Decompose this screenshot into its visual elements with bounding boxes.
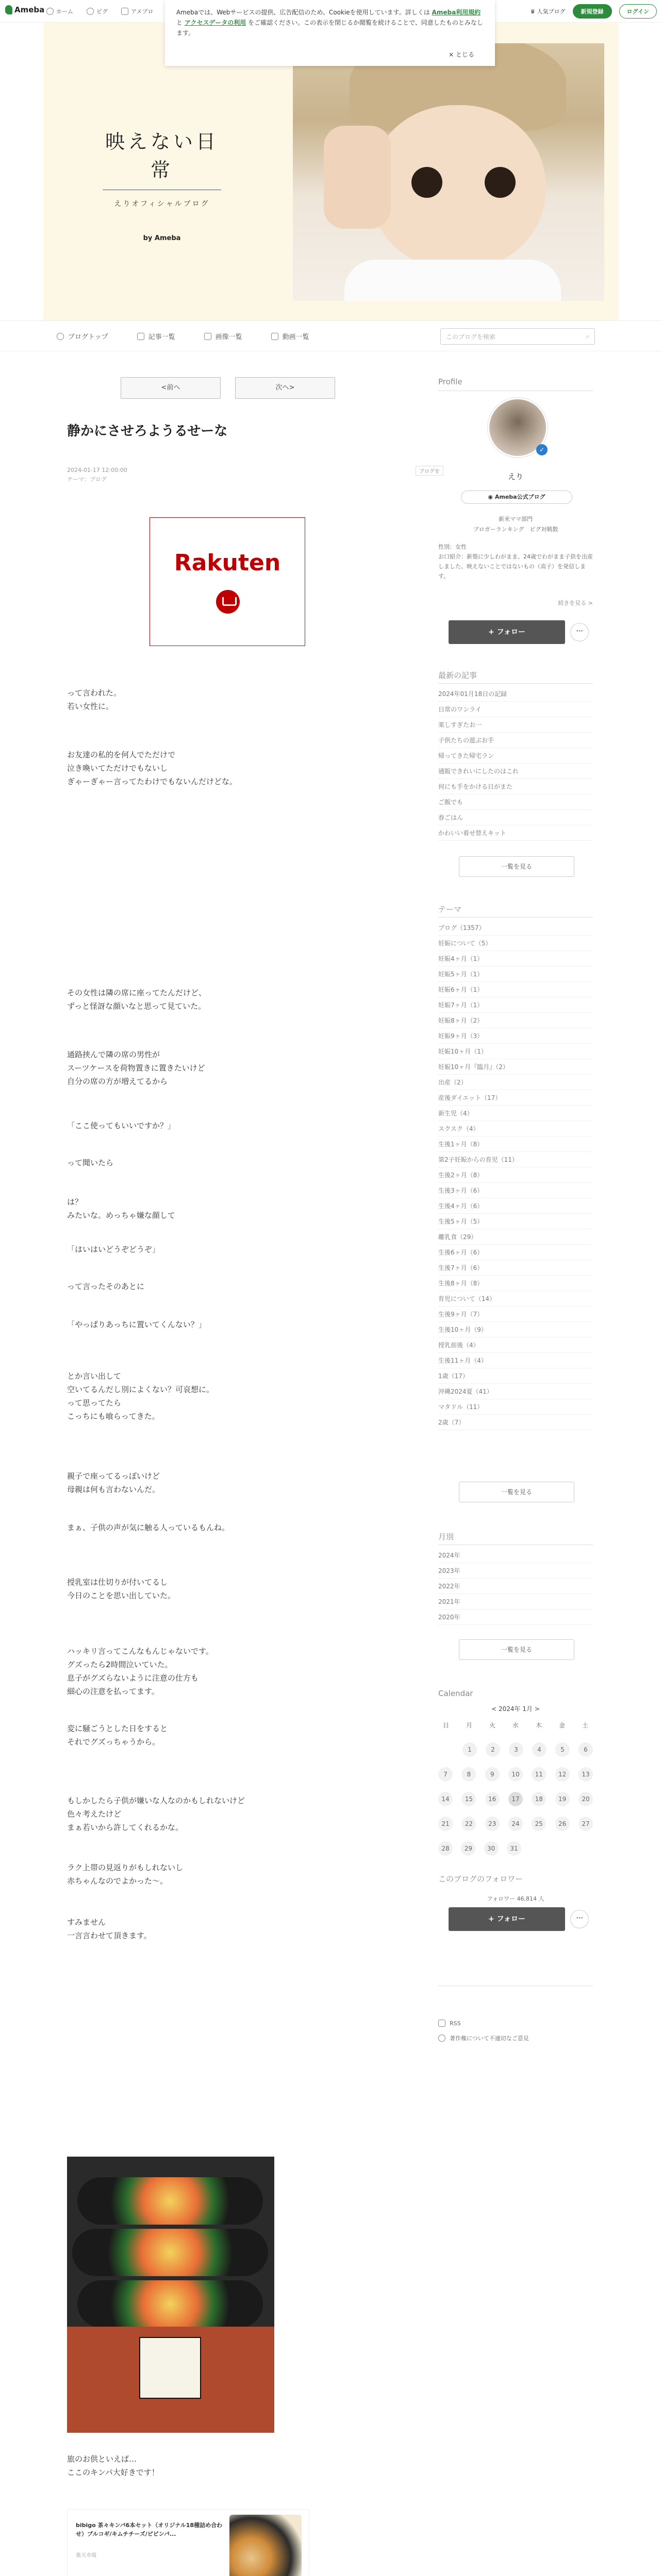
article-paragraph: すみません 一言言わせて頂きます。	[67, 1918, 152, 1940]
article-paragraph: もしかしたら子供が嫌いな人なのかもしれないけど 色々考えたけど まぁ若いから許してくれるかな。	[67, 1796, 245, 1832]
calendar-heading: Calendar	[438, 1689, 473, 1698]
terms-link[interactable]: Ameba利用規約	[432, 9, 481, 16]
blog-search-input[interactable]	[440, 328, 595, 345]
article-paragraph: ハッキリ言ってこんなもんじゃないです。 グズったら2時間泣いていた。 息子がグズらないように注意の仕方も 細心の注意を払ってます。	[67, 1647, 213, 1696]
theme-item[interactable]: 妊娠10ヶ月『臨月』（2）	[438, 1059, 593, 1075]
theme-item[interactable]: 2歳（7）	[438, 1415, 593, 1430]
recent-list-button[interactable]: 一覧を見る	[459, 856, 574, 877]
theme-item[interactable]: 離乳食（29）	[438, 1229, 593, 1245]
theme-item[interactable]: 生後7ヶ月（6）	[438, 1260, 593, 1276]
article-paragraph: ラク上帯の見返りがもしれないし 赤ちゃんなのでよかった～。	[67, 1863, 184, 1886]
profile-name[interactable]: えり	[507, 472, 523, 481]
ameba-logo-text: Ameba	[14, 5, 45, 14]
recent-article-item[interactable]: 日常のワンライ	[438, 702, 593, 717]
recent-article-item[interactable]: 帰ってきた帰宅ラン	[438, 748, 593, 764]
theme-item[interactable]: 育児について（14）	[438, 1291, 593, 1307]
nav-image-list[interactable]	[204, 331, 242, 341]
calendar-day[interactable]: 27	[578, 1817, 593, 1831]
theme-item[interactable]: 生後9ヶ月（7）	[438, 1307, 593, 1322]
recent-article-item[interactable]: 楽しすぎたお一	[438, 717, 593, 733]
more-options-icon[interactable]: ⋯	[570, 623, 589, 641]
calendar-day[interactable]: 13	[578, 1767, 593, 1782]
recent-article-item[interactable]: 春ごはん	[438, 810, 593, 825]
kimbap-photo[interactable]	[67, 2157, 274, 2433]
theme-item[interactable]: ブログ（1357）	[438, 920, 593, 936]
calendar-week-row	[438, 1787, 593, 1811]
calendar-weekday: 木	[535, 1721, 542, 1729]
theme-item[interactable]: 産後ダイエット（17）	[438, 1090, 593, 1106]
camera-icon	[204, 333, 211, 340]
article-paragraph: って聞いたら	[67, 1158, 114, 1167]
product-label	[139, 2337, 201, 2399]
archive-item[interactable]: 2022年	[438, 1579, 593, 1594]
nav-image-list-label: 画像一覧	[215, 333, 242, 341]
next-article-button[interactable]: 次へ>	[235, 377, 335, 399]
theme-item[interactable]: 沖縄2024夏（41）	[438, 1384, 593, 1399]
article-paragraph: その女性は隣の席に座ってたんだけど、 ずっと怪訝な顔いなと思って見ていた。	[67, 988, 207, 1011]
profile-rank-line: ブロガーランキング ピグ対戦数	[473, 526, 558, 533]
theme-item[interactable]: 妊娠9ヶ月（3）	[438, 1028, 593, 1044]
theme-item[interactable]: 新生児（4）	[438, 1106, 593, 1121]
profile-bio: 性別：女性 お口紹介：新築に少しわがまま、24歳でわがまま子供を出産しました。映えないことではないもの（高子）を発信します。	[438, 544, 593, 580]
nav-pigg-label: ピグ	[96, 8, 108, 15]
theme-item[interactable]: 生後4ヶ月（6）	[438, 1198, 593, 1214]
calendar-day[interactable]: 29	[461, 1841, 475, 1856]
calendar-day[interactable]: 8	[461, 1767, 476, 1782]
calendar-day[interactable]: 4	[532, 1742, 547, 1757]
ameba-leaf-icon	[5, 5, 12, 14]
calendar-weekday-row	[438, 1713, 593, 1737]
nav-ameblo[interactable]	[121, 7, 153, 15]
theme-item[interactable]: 生後6ヶ月（6）	[438, 1245, 593, 1260]
article-paragraph: って言ったそのあとに	[67, 1282, 145, 1291]
archive-heading: 月別	[438, 1532, 454, 1541]
article-paragraph: 「ここ使ってもいいですか？」	[67, 1121, 176, 1130]
cookie-text-2: をご確認ください。この表示を閉じるか閲覧を続けることで、同意したものとみなします。	[176, 19, 483, 37]
by-ameba: by Ameba	[143, 234, 181, 242]
theme-item[interactable]: 生後2ヶ月（8）	[438, 1167, 593, 1183]
archive-item[interactable]: 2021年	[438, 1594, 593, 1609]
theme-list	[438, 920, 593, 1430]
calendar-day[interactable]: 22	[461, 1817, 476, 1831]
nav-blog-top[interactable]	[57, 331, 108, 341]
article-paragraph: 親子で座ってるっぽいけど 母親は何も言わないんだ。	[67, 1471, 160, 1494]
product-brand: 楽天市場	[76, 2553, 96, 2558]
archive-item[interactable]: 2020年	[438, 1609, 593, 1625]
article-paragraph: お友達の私的を何人でただけで 泣き喚いてただけでもないし ぎゃーぎゃー言ってたわけでもないんだけどな。	[67, 750, 238, 786]
login-button[interactable]: ログイン	[619, 4, 657, 19]
calendar-day[interactable]: 23	[485, 1817, 500, 1831]
product-card[interactable]	[67, 2509, 309, 2576]
access-data-link[interactable]: アクセスデータの利用	[184, 19, 246, 26]
cookie-close-button[interactable]	[449, 49, 474, 60]
recent-article-item[interactable]: ご飯でも	[438, 794, 593, 810]
nav-home[interactable]	[46, 7, 73, 15]
header-text-block	[95, 126, 229, 242]
recent-article-item[interactable]: 何にも手をかける日がまた	[438, 779, 593, 794]
calendar-grid	[438, 1713, 593, 1861]
calendar-day[interactable]: 9	[485, 1767, 500, 1782]
rakuten-logo: Rakuten	[174, 550, 281, 576]
divider	[438, 683, 593, 684]
blog-nav	[0, 320, 662, 351]
nav-video-list[interactable]	[271, 331, 309, 341]
header-baby-photo	[293, 43, 604, 301]
search-placeholder: このブログを検索	[446, 333, 496, 341]
article-paragraph: 通路挟んで隣の席の男性が スーツケースを荷物置きに置きたいけど 自分の席の方が増えてるから	[67, 1050, 205, 1086]
kimbap-row	[72, 2229, 268, 2276]
article-pager	[121, 377, 335, 399]
nav-pigg[interactable]	[87, 7, 108, 15]
cookie-notice	[165, 0, 495, 66]
ameba-logo[interactable]	[5, 5, 44, 14]
calendar-day[interactable]: 16	[485, 1792, 500, 1806]
calendar-day[interactable]: 3	[509, 1742, 523, 1757]
calendar-day[interactable]: 28	[438, 1841, 453, 1856]
calendar-week-row	[438, 1811, 593, 1836]
cart-icon	[216, 590, 240, 614]
popular-blogs-label: 人気ブログ	[537, 8, 566, 15]
calendar-weekday: 土	[582, 1721, 588, 1729]
official-blogger-badge[interactable]	[461, 490, 572, 504]
profile-rank-line: 新米ママ部門	[499, 516, 533, 522]
calendar-week-row	[438, 1836, 593, 1861]
article-date: 2024-01-17 12:00:00	[67, 467, 127, 473]
calendar-day[interactable]: 1	[462, 1742, 477, 1757]
report-label: 著作権について不適切なご意見	[450, 2035, 529, 2042]
article-paragraph: とか言い出して 空いてるんだし別によくない？可哀想に。 って思ってたら こっちにも喰らってきた。	[67, 1371, 214, 1421]
theme-item[interactable]: 妊娠10ヶ月（1）	[438, 1044, 593, 1059]
blog-header	[43, 23, 619, 320]
article-paragraph: 授乳室は仕切りが付いてるし 今日のことを思い出していた。	[67, 1578, 176, 1600]
calendar-weekday: 月	[466, 1721, 472, 1729]
video-icon	[271, 333, 278, 340]
signup-button[interactable]: 新規登録	[573, 4, 612, 19]
rss-icon	[438, 2020, 445, 2027]
photo-face	[370, 105, 545, 270]
cookie-and: と	[176, 19, 183, 26]
calendar-day[interactable]: 31	[507, 1841, 521, 1856]
profile-heading: Profile	[438, 377, 462, 386]
nav-article-list[interactable]	[137, 331, 175, 341]
article-theme[interactable]: テーマ：ブログ	[67, 476, 107, 483]
global-bar-right	[530, 4, 657, 19]
official-badge-label: Ameba公式ブログ	[494, 494, 545, 500]
recent-articles-list	[438, 686, 593, 841]
theme-item[interactable]: 妊娠5ヶ月（1）	[438, 967, 593, 982]
theme-item[interactable]: スクスク（4）	[438, 1121, 593, 1137]
recent-article-item[interactable]: かわいい着せ替えキット	[438, 825, 593, 841]
share-button[interactable]: ブログを	[416, 466, 443, 476]
theme-item[interactable]: 生後1ヶ月（8）	[438, 1137, 593, 1152]
theme-item[interactable]: 第2子妊娠からの育児（11）	[438, 1152, 593, 1167]
divider	[438, 917, 593, 918]
follower-heading: このブログのフォロワー	[438, 1874, 523, 1884]
report-link[interactable]	[438, 2034, 593, 2042]
calendar-day[interactable]: 11	[532, 1767, 546, 1782]
calendar-weekday: 水	[512, 1721, 519, 1729]
calendar-week-row	[438, 1762, 593, 1787]
recent-article-item[interactable]: 子供たちの遊ぶお手	[438, 733, 593, 748]
theme-item[interactable]: 妊娠7ヶ月（1）	[438, 997, 593, 1013]
verified-icon: ✓	[536, 444, 548, 455]
archive-item[interactable]: 2024年	[438, 1548, 593, 1563]
photo-eye-right	[485, 167, 516, 198]
recent-heading: 最新の記事	[438, 671, 477, 680]
calendar-day[interactable]: 26	[555, 1817, 570, 1831]
calendar-day[interactable]: 24	[508, 1817, 523, 1831]
calendar-title[interactable]: < 2024年 1月 >	[491, 1705, 540, 1713]
calendar-week-row	[438, 1737, 593, 1762]
calendar-day[interactable]: 21	[438, 1817, 453, 1831]
photo-shirt	[344, 260, 561, 301]
blog-subtitle: えりオフィシャルブログ	[114, 200, 210, 208]
nav-home-label: ホーム	[56, 8, 73, 15]
calendar-weekday: 火	[489, 1721, 495, 1729]
house-icon	[57, 333, 64, 340]
photo-eye-left	[411, 167, 442, 198]
close-icon: ×	[449, 51, 456, 58]
follower-count: フォロワー 46,814 人	[487, 1895, 544, 1902]
recent-article-item[interactable]: 2024年01月18日の記録	[438, 686, 593, 702]
theme-item[interactable]: マタドル（11）	[438, 1399, 593, 1415]
rakuten-banner[interactable]	[150, 517, 305, 646]
theme-item[interactable]: 1歳（17）	[438, 1368, 593, 1384]
recent-article-item[interactable]: 通販できれいにしたのはこれ	[438, 764, 593, 779]
cookie-close-label: とじる	[455, 51, 474, 58]
follow-button[interactable]: + フォロー	[449, 620, 565, 644]
kimbap-row	[77, 2177, 263, 2225]
nav-article-list-label: 記事一覧	[148, 333, 175, 341]
prev-article-button[interactable]: <前へ	[121, 377, 221, 399]
theme-list-button[interactable]: 一覧を見る	[459, 1482, 574, 1502]
pigg-icon	[87, 8, 94, 15]
calendar-day[interactable]: 10	[508, 1767, 523, 1782]
home-icon	[46, 8, 54, 15]
calendar-day[interactable]: 2	[486, 1742, 500, 1757]
theme-item[interactable]: 生後5ヶ月（5）	[438, 1214, 593, 1229]
rss-link[interactable]	[438, 2020, 593, 2027]
calendar-day[interactable]: 30	[484, 1841, 499, 1856]
theme-item[interactable]: 妊娠4ヶ月（1）	[438, 951, 593, 967]
more-options-icon[interactable]: ⋯	[570, 1910, 589, 1928]
search-icon[interactable]: ⌕	[586, 332, 589, 340]
theme-item[interactable]: 妊娠6ヶ月（1）	[438, 982, 593, 997]
theme-item[interactable]: 生後3ヶ月（6）	[438, 1183, 593, 1198]
calendar-day[interactable]: 20	[578, 1792, 593, 1806]
calendar-day[interactable]: 6	[578, 1742, 593, 1757]
photo-hand	[324, 126, 391, 229]
article-meta	[67, 466, 127, 484]
product-title[interactable]: bibigo 茶々キンパ6本セット（オリジナル18種詰め合わせ）ブルコギ/キムチチーズ/ピビンパ...	[76, 2522, 223, 2537]
document-icon	[137, 333, 144, 340]
calendar-day[interactable]: 19	[555, 1792, 570, 1806]
kimbap-row	[77, 2280, 263, 2328]
profile-more-link[interactable]: 続きを見る >	[558, 600, 593, 606]
calendar-day[interactable]: 15	[461, 1792, 476, 1806]
archive-list	[438, 1548, 593, 1625]
official-icon: ◉	[488, 494, 495, 500]
article-paragraph: は？ みたいな。めっちゃ嫌な顔して	[67, 1197, 175, 1220]
calendar-day[interactable]: 14	[438, 1792, 453, 1806]
calendar-day[interactable]: 7	[438, 1767, 453, 1782]
theme-item[interactable]: 生後11ヶ月（4）	[438, 1353, 593, 1368]
calendar-weekday: 金	[558, 1721, 565, 1729]
blog-nav-items	[57, 331, 309, 341]
article-paragraph: 変に騒ごうとした日をすると それでグズっちゃうから。	[67, 1724, 168, 1747]
popular-blogs-link[interactable]	[530, 7, 565, 15]
theme-item[interactable]: 妊娠8ヶ月（2）	[438, 1013, 593, 1028]
theme-item[interactable]: 出産（2）	[438, 1075, 593, 1090]
warning-icon	[438, 2035, 445, 2042]
blog-icon	[121, 8, 128, 15]
nav-blog-top-label: ブログトップ	[68, 333, 108, 341]
blog-title[interactable]: 映えない日常	[105, 130, 219, 181]
crown-icon: ♛	[530, 8, 537, 15]
theme-heading: テーマ	[438, 905, 462, 914]
theme-item[interactable]: 妊娠について（5）	[438, 936, 593, 951]
calendar-day[interactable]: 17	[508, 1792, 523, 1806]
global-nav	[46, 7, 153, 15]
nav-video-list-label: 動画一覧	[282, 333, 309, 341]
calendar-weekday: 日	[442, 1721, 449, 1729]
theme-item[interactable]: 生後8ヶ月（8）	[438, 1276, 593, 1291]
cookie-text-1: Amebaでは、Webサービスの提供、広告配信のため、Cookieを使用しています。詳しくは	[176, 9, 430, 16]
article-paragraph: 「やっぱりあっちに置いてくんない？」	[67, 1320, 206, 1329]
article-paragraph: って言われた。 若い女性に。	[67, 688, 122, 711]
article-title[interactable]: 静かにさせろようるせーな	[67, 423, 228, 439]
theme-item[interactable]: 生後10ヶ月（9）	[438, 1322, 593, 1337]
follow-button-bottom[interactable]: + フォロー	[449, 1907, 565, 1931]
calendar-day[interactable]: 25	[532, 1817, 546, 1831]
intro-paragraph: 旅のお供といえば… ここのキンパ大好きです！	[67, 2454, 159, 2477]
calendar-day[interactable]: 5	[555, 1742, 570, 1757]
rss-label: RSS	[450, 2020, 461, 2027]
article-paragraph: まぁ、子供の声が気に触る人っているもんね。	[67, 1523, 230, 1532]
archive-list-button[interactable]: 一覧を見る	[459, 1639, 574, 1660]
product-image[interactable]	[229, 2515, 302, 2576]
calendar-day[interactable]: 18	[532, 1792, 546, 1806]
theme-item[interactable]: 授乳前後（4）	[438, 1337, 593, 1353]
calendar-day[interactable]: 12	[555, 1767, 570, 1782]
nav-ameblo-label: アメブロ	[131, 8, 154, 15]
article-paragraph: 「はいはいどうぞどうぞ」	[67, 1245, 160, 1254]
archive-item[interactable]: 2023年	[438, 1563, 593, 1579]
